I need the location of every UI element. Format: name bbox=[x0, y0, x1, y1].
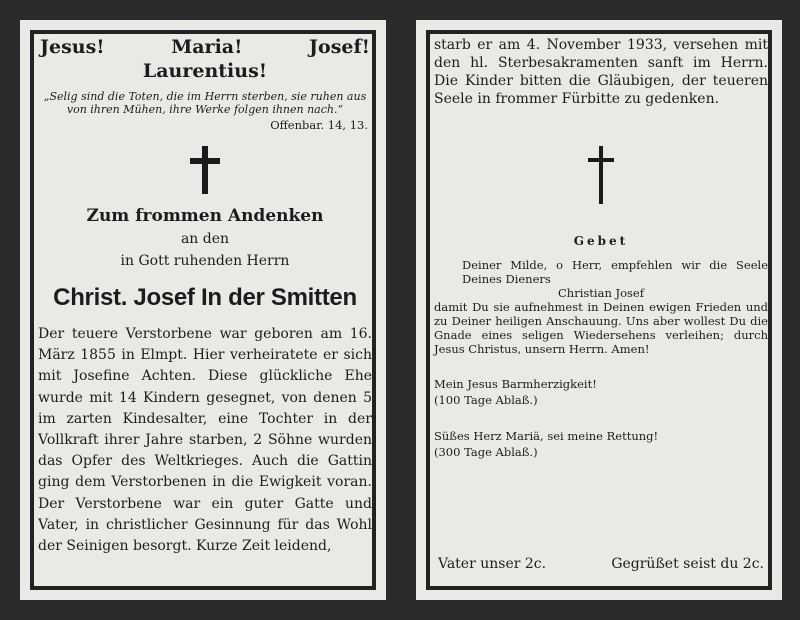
saying-block-1 bbox=[434, 376, 768, 408]
invocation-josef: Josef! bbox=[309, 36, 370, 58]
invocation-row bbox=[38, 36, 372, 58]
invocation-jesus: Jesus! bbox=[40, 36, 105, 58]
prayer-intro: Deiner Milde, o Herr, empfehlen wir die Seele Deines Dieners bbox=[462, 258, 768, 286]
invocation-laurentius: Laurentius! bbox=[142, 60, 268, 82]
memory-heading: Zum frommen Andenken bbox=[86, 206, 324, 226]
left-content bbox=[38, 36, 372, 586]
bible-reference: Offenbar. 14, 13. bbox=[270, 118, 368, 132]
right-card bbox=[416, 20, 782, 600]
prayer-text bbox=[434, 258, 768, 356]
footer-ave-maria: Gegrüßet seist du 2c. bbox=[611, 556, 764, 572]
prayer-title: Gebet bbox=[573, 234, 629, 248]
bible-quote: „Selig sind die Toten, die im Herrn sterben, sie ruhen aus von ihren Mühen, ihre Werke folgen ihnen nach.“ bbox=[43, 90, 367, 116]
cross-icon bbox=[190, 146, 220, 194]
saying-2-indulgence: (300 Tage Ablaß.) bbox=[434, 445, 538, 459]
footer-prayers bbox=[434, 556, 768, 572]
saying-2: Süßes Herz Mariä, sei meine Rettung! bbox=[434, 429, 659, 443]
prayer-body: damit Du sie aufnehmest in Deinen ewigen Frieden und zu Deiner heiligen Anschauung. Uns aber wollest Du die Gnade eines seligen Wiedersehens verleihen; durch Jesus Christus, unsern Herrn. Amen! bbox=[434, 300, 768, 356]
prayer-name: Christian Josef bbox=[558, 286, 644, 300]
memory-line-herrn: in Gott ruhenden Herrn bbox=[120, 253, 290, 269]
death-text: starb er am 4. November 1933, versehen mit den hl. Sterbesakramenten sanft im Herrn. Die Kinder bitten die Gläubigen, der teueren Seele in frommer Fürbitte zu gedenken. bbox=[434, 37, 768, 107]
footer-vater-unser: Vater unser 2c. bbox=[438, 556, 547, 572]
saying-1-indulgence: (100 Tage Ablaß.) bbox=[434, 393, 538, 407]
saying-1: Mein Jesus Barmherzigkeit! bbox=[434, 377, 597, 391]
invocation-maria: Maria! bbox=[171, 36, 243, 58]
cross-icon-thin bbox=[588, 146, 614, 204]
memory-line-an-den: an den bbox=[180, 231, 230, 247]
left-card bbox=[20, 20, 386, 600]
right-content bbox=[434, 36, 768, 586]
deceased-name: Christ. Josef In der Smitten bbox=[53, 284, 357, 311]
biography-text: Der teuere Verstorbene war geboren am 16. März 1855 in Elmpt. Hier verheiratete er sich mit Josefine Achten. Diese glückliche Ehe wurde mit 14 Kindern gesegnet, von denen 5 im zarten Kindesalter, eine Tochter in der Vollkraft ihrer Jahre starben, 2 Söhne wurden das Opfer des Weltkrieges. Auch die Gattin ging dem Verstorbenen in die Ewigkeit voran. Der Verstorbene war ein guter Gatte und Vater, in christlicher Gesinnung für das Wohl der Seinigen besorgt. Kurze Zeit leidend, bbox=[38, 326, 372, 555]
saying-block-2 bbox=[434, 428, 768, 460]
